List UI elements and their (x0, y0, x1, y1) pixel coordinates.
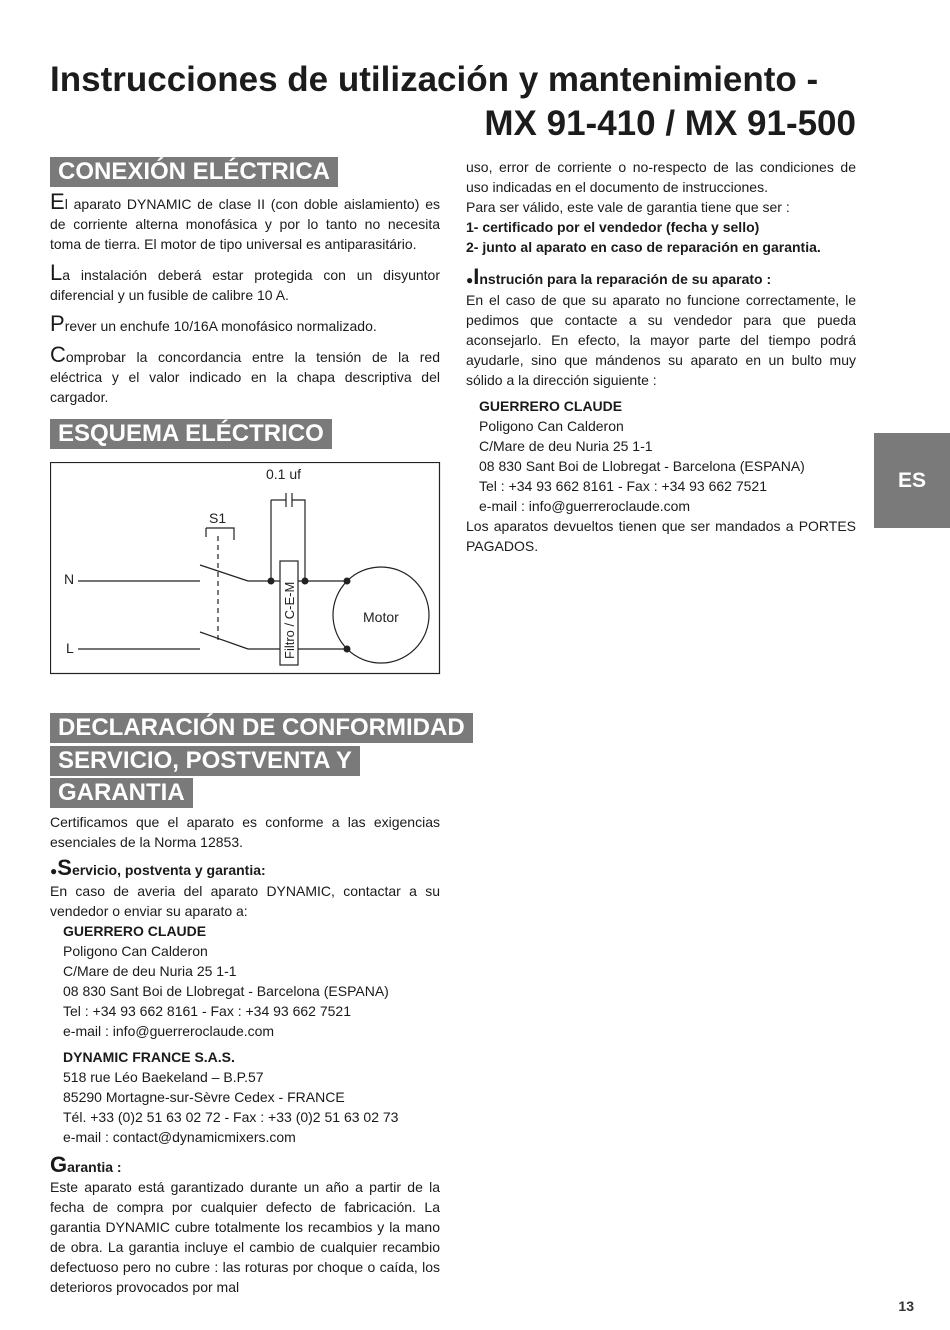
service-address-2: DYNAMIC FRANCE S.A.S. 518 rue Léo Baekeland – B.P.57 85290 Mortagne-sur-Sèvre Cedex - FRANCE Tél. +33 (0)2 51 63 02 72 - Fax : +33 (0)2 51 63 02 73 e-mail : contact@dynamicmixers.com (63, 1049, 399, 1145)
motor-label: Motor (363, 609, 399, 625)
warranty-subheading: Garantia : (50, 1152, 122, 1177)
l-line (78, 632, 280, 649)
warranty-continued: uso, error de corriente o no-respecto de las condiciones de uso indicadas en el documento de instrucciones. (466, 159, 856, 195)
warranty-valid: Para ser válido, este vale de garantia tiene que ser : (466, 199, 790, 215)
connection-paragraph-2: La instalación deberá estar protegida con un disyuntor diferencial y un fusible de calibre 10 A. (50, 260, 440, 303)
connection-section (50, 189, 440, 418)
declaration-section (50, 812, 440, 1308)
repair-subheading: ●Instrución para la reparación de su aparato : (466, 264, 772, 289)
page-number: 13 (898, 1298, 914, 1314)
section-heading-schema: ESQUEMA ELÉCTRICO (50, 419, 332, 449)
connection-paragraph-4: Comprobar la concordancia entre la tensión de la red eléctrica y el valor indicado en la chapa descriptiva del cargador. (50, 342, 440, 405)
switch-label: S1 (209, 510, 227, 526)
warranty-text: Este aparato está garantizado durante un año a partir de la fecha de compra por cualquier defecto de fabricación. La garantia DYNAMIC cubre totalmente los recambios y la mano de obra. La garantia incluye el cambio de cualquier recambio defectuoso pero no cubre : las roturas por choque o caída, los deterioros provocados por mal (50, 1179, 440, 1295)
declaration-text: Certificamos que el aparato es conforme a las exigencias esenciales de la Norma 12853. (50, 814, 440, 850)
warranty-condition-2: 2- junto al aparato en caso de reparación en garantia. (466, 239, 821, 255)
repair-text: En el caso de que su aparato no funcione correctamente, le pedimos que contacte a su vendedor para que pueda aconsejarlo. En efecto, la mayor parte del tiempo podrá ayudarle, sino que mándenos su aparato en un bulto muy sólido a la dirección siguiente : (466, 292, 856, 388)
node-n1 (268, 578, 275, 585)
page-title-line1: Instrucciones de utilización y mantenimiento - (50, 60, 819, 99)
service-address-1: GUERRERO CLAUDE Poligono Can Calderon C/Mare de deu Nuria 25 1-1 08 830 Sant Boi de Llobregat - Barcelona (ESPANA) Tel : +34 93 662 8161 - Fax : +34 93 662 7521 e-mail : info@guerreroclaude.com (63, 923, 389, 1039)
section-heading-service: SERVICIO, POSTVENTA Y (50, 746, 360, 776)
wiring-diagram (50, 462, 441, 675)
filter-label: Filtro / C-E-M (282, 581, 297, 659)
repair-address: GUERRERO CLAUDE Poligono Can Calderon C/Mare de deu Nuria 25 1-1 08 830 Sant Boi de Llobregat - Barcelona (ESPANA) Tel : +34 93 662 8161 - Fax : +34 93 662 7521 e-mail : info@guerreroclaude.com (479, 398, 805, 514)
line-label: L (66, 640, 74, 656)
capacitor-label: 0.1 uf (266, 466, 302, 482)
right-column (466, 157, 856, 567)
page-title (50, 58, 856, 146)
diagram-frame (51, 463, 440, 674)
service-text: En caso de averia del aparato DYNAMIC, contactar a su vendedor o enviar su aparato a: (50, 883, 440, 919)
language-tab: ES (874, 433, 950, 528)
repair-closing: Los aparatos devueltos tienen que ser mandados a PORTES PAGADOS. (466, 518, 856, 554)
section-heading-warranty: GARANTIA (50, 778, 193, 808)
connection-paragraph-3: Prever un enchufe 10/16A monofásico normalizado. (50, 311, 377, 336)
section-heading-declaration: DECLARACIÓN DE CONFORMIDAD (50, 713, 473, 743)
connection-paragraph-1: El aparato DYNAMIC de clase II (con doble aislamiento) es de corriente alterna monofásica y por lo tanto no necesita toma de tierra. El motor de tipo universal es antiparasitário. (50, 189, 440, 252)
n-line (78, 565, 280, 581)
service-subheading: ●Servicio, postventa y garantia: (50, 855, 266, 880)
neutral-label: N (64, 571, 75, 587)
warranty-condition-1: 1- certificado por el vendedor (fecha y sello) (466, 219, 760, 235)
switch-symbol (206, 528, 234, 642)
section-heading-connection: CONEXIÓN ELÉCTRICA (50, 157, 338, 187)
page-title-line2: MX 91-410 / MX 91-500 (484, 104, 856, 143)
